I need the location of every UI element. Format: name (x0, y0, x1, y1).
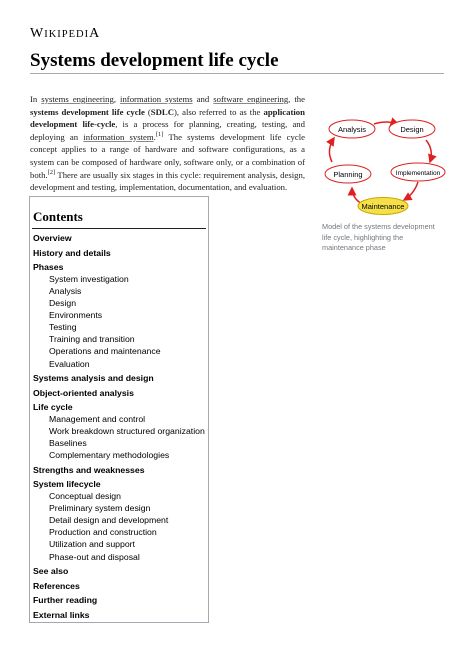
page-title: Systems development life cycle (30, 50, 279, 71)
node-analysis (329, 120, 375, 138)
arrow-design-implementation (426, 140, 431, 162)
figure-caption: Model of the systems development life cycle, highlighting the maintenance phase (322, 222, 435, 253)
title-divider (30, 73, 444, 74)
toc-item[interactable]: Object-oriented analysis (33, 387, 134, 398)
toc-item[interactable]: Further reading (33, 595, 98, 606)
svg-text:Planning: Planning (333, 170, 363, 179)
toc-item[interactable]: Complementary methodologies (49, 450, 170, 461)
node-implementation (391, 163, 445, 181)
toc-item[interactable]: Work breakdown structured organization (49, 426, 205, 436)
table-of-contents (29, 196, 209, 623)
wikipedia-wordmark: WIKIPEDIA (30, 26, 101, 41)
term-sdlc-abbr: SDLC (150, 106, 174, 117)
toc-item[interactable]: Utilization and support (49, 539, 135, 550)
toc-item[interactable]: System investigation (49, 273, 129, 284)
toc-item[interactable]: Operations and maintenance (49, 346, 161, 357)
reference-1[interactable]: [1] (155, 130, 164, 138)
node-planning (325, 165, 371, 183)
toc-item[interactable]: Analysis (49, 285, 82, 296)
toc-item[interactable]: Evaluation (49, 358, 90, 369)
sdlc-diagram[interactable] (318, 104, 446, 216)
arrow-implementation-maintenance (404, 182, 418, 200)
toc-item[interactable]: Environments (49, 310, 103, 321)
toc-item[interactable]: Systems analysis and design (33, 373, 154, 384)
svg-text:Analysis: Analysis (338, 125, 366, 134)
toc-item[interactable]: Testing (49, 322, 77, 333)
node-design (389, 120, 435, 138)
toc-item[interactable]: Management and control (49, 413, 146, 424)
toc-divider (32, 228, 206, 229)
toc-item[interactable]: Training and transition (49, 334, 135, 345)
link-systems-engineering[interactable]: systems engineering (41, 94, 114, 104)
toc-item[interactable]: Strengths and weaknesses (33, 464, 145, 475)
svg-text:Maintenance: Maintenance (361, 202, 405, 211)
term-sdlc: systems development life cycle (30, 106, 145, 117)
link-information-system[interactable]: information system (83, 131, 154, 142)
arrow-maintenance-planning (352, 188, 362, 204)
toc-item[interactable]: Detail design and development (49, 515, 169, 526)
svg-text:Implementation: Implementation (395, 170, 441, 177)
svg-text:Design: Design (400, 125, 424, 134)
toc-item[interactable]: Preliminary system design (49, 503, 151, 514)
toc-item[interactable]: Overview (33, 233, 72, 243)
node-maintenance (358, 198, 408, 215)
toc-item[interactable]: Phase-out and disposal (49, 551, 140, 562)
toc-item[interactable]: References (33, 580, 80, 591)
toc-item[interactable]: Phases (33, 262, 64, 273)
toc-item[interactable]: System lifecycle (33, 479, 101, 490)
toc-item[interactable]: Design (49, 298, 77, 308)
arrow-planning-analysis (329, 138, 334, 162)
link-information-systems[interactable]: information systems (120, 94, 193, 104)
toc-title: Contents (33, 209, 83, 224)
link-software-engineering[interactable]: software engineering (213, 94, 289, 104)
toc-item[interactable]: External links (33, 609, 90, 620)
intro-paragraph: In systems engineering, information systems and software engineering, the systems development life cycle (SDLC), also referred to as the application development life-cycle, is a process for planning, creating, testing, and deploying an information system.[1] The systems development life cycle concept applies to a range of hardware and software configurations, as a system can be composed of hardware only, software only, or a combination of both.[2] There are usually six stages in this cycle: requirement analysis, design, development and testing, implementation, documentation, and evaluation. (30, 94, 306, 193)
toc-item[interactable]: Production and construction (49, 527, 157, 538)
term-adlc: application development life-cycle (30, 106, 305, 130)
toc-item[interactable]: Conceptual design (49, 491, 121, 501)
reference-2[interactable]: [2] (47, 168, 56, 176)
toc-item[interactable]: Life cycle (33, 402, 73, 413)
toc-item[interactable]: See also (33, 566, 69, 577)
toc-item[interactable]: Baselines (49, 438, 87, 449)
toc-item[interactable]: History and details (33, 247, 111, 258)
